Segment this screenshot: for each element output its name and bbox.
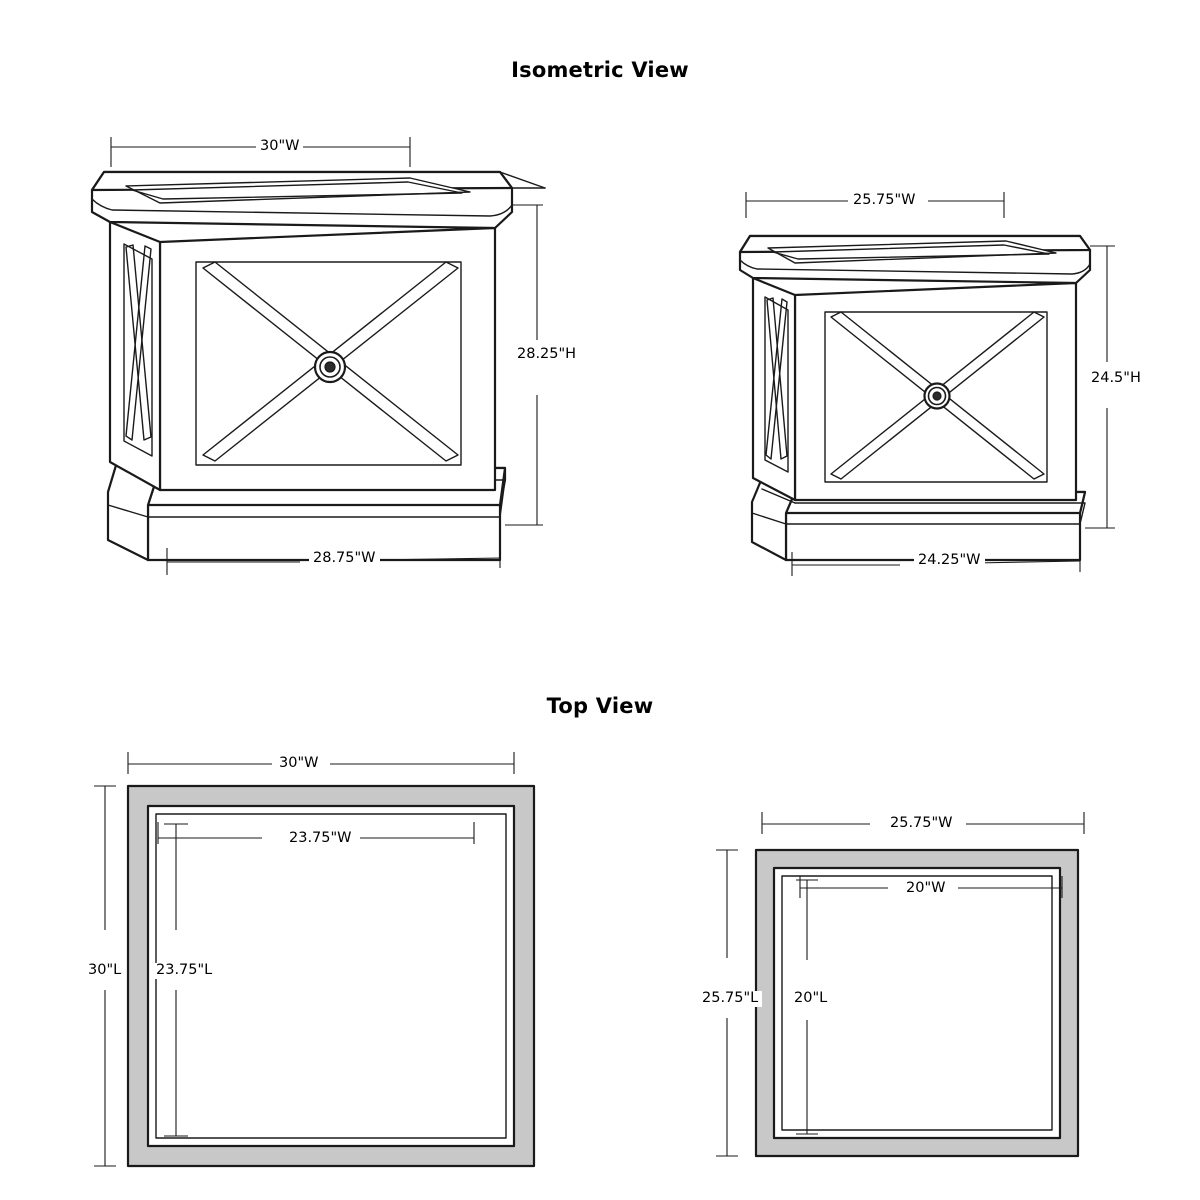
dimension-label-large-iso-base-width: 28.75"W bbox=[309, 551, 380, 567]
dimension-label-small-top-outer-length: 25.75"L bbox=[698, 991, 762, 1007]
dimension-label-large-iso-top-width: 30"W bbox=[256, 139, 303, 155]
dimension-label-small-top-outer-width: 25.75"W bbox=[886, 816, 957, 832]
small-storage-box-isometric-drawing bbox=[740, 236, 1090, 560]
dimension-small-iso-height bbox=[1085, 246, 1115, 528]
dimension-label-large-iso-height: 28.25"H bbox=[513, 347, 580, 363]
top-view-title: Top View bbox=[546, 694, 654, 718]
dimension-label-small-iso-base-width: 24.25"W bbox=[914, 553, 985, 569]
dimension-label-large-top-inner-width: 23.75"W bbox=[285, 831, 356, 847]
dimension-large-iso-height bbox=[505, 205, 543, 525]
dimension-label-large-top-inner-length: 23.75"L bbox=[152, 963, 216, 979]
dimension-label-small-iso-top-width: 25.75"W bbox=[849, 193, 920, 209]
dimension-label-small-iso-height: 24.5"H bbox=[1087, 371, 1145, 387]
dimension-label-large-top-outer-width: 30"W bbox=[275, 756, 322, 772]
large-storage-box-isometric-drawing bbox=[92, 172, 545, 560]
dimension-label-small-top-inner-length: 20"L bbox=[790, 991, 831, 1007]
dimension-label-large-top-outer-length: 30"L bbox=[84, 963, 125, 979]
isometric-view-title: Isometric View bbox=[511, 58, 689, 82]
dimension-label-small-top-inner-width: 20"W bbox=[902, 881, 949, 897]
